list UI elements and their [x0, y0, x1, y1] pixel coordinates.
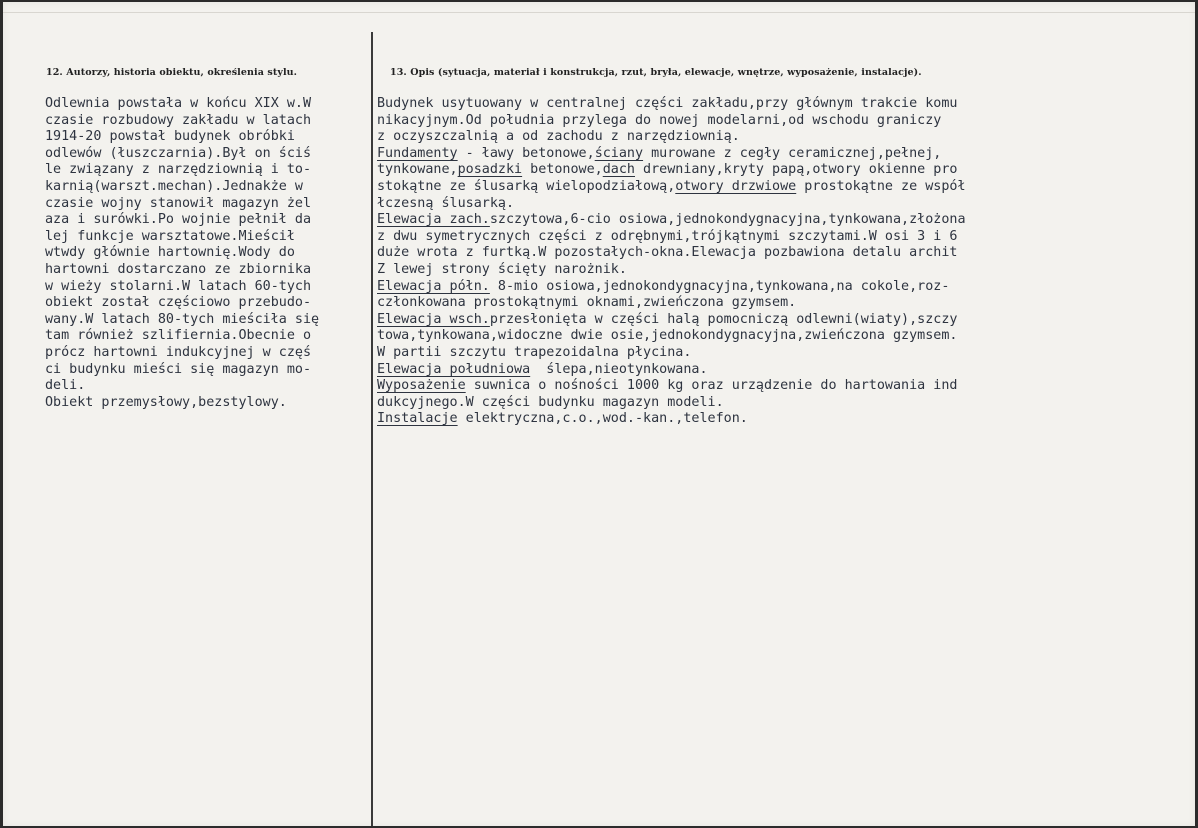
- description-line: [377, 129, 966, 146]
- underlined-term: otwory drzwiowe: [675, 178, 797, 194]
- underlined-term: Elewacja południowa: [377, 361, 531, 377]
- underlined-term: Fundamenty: [377, 145, 458, 161]
- description-line: [377, 328, 966, 345]
- history-line: czasie wojny stanowił magazyn żel: [45, 195, 312, 211]
- description-segment: stokątne ze ślusarką wielopodziałową,: [377, 178, 676, 194]
- history-line: Obiekt przemysłowy,bezstylowy.: [45, 394, 287, 410]
- description-line: [377, 162, 966, 179]
- description-segment: betonowe,: [522, 162, 603, 178]
- underlined-term: Elewacja półn.: [377, 278, 490, 294]
- description-line: [377, 295, 966, 312]
- description-line: [377, 146, 966, 163]
- history-line: ci budynku mieści się magazyn mo-: [45, 361, 312, 377]
- underlined-term: Elewacja wsch.: [377, 311, 490, 327]
- history-line: aza i surówki.Po wojnie pełnił da: [45, 212, 312, 228]
- description-segment: łczesną ślusarką.: [377, 195, 515, 211]
- description-segment: z dwu symetrycznych części z odrębnymi,trójkątnymi szczytami.W osi 3 i 6: [377, 228, 958, 244]
- history-line: le związany z narzędziownią i to-: [45, 162, 312, 178]
- history-line: obiekt został częściowo przebudo-: [45, 295, 312, 311]
- history-line: karnią(warszt.mechan).Jednakże w: [45, 178, 303, 194]
- history-line: Odlewnia powstała w końcu XIX w.W: [45, 96, 312, 111]
- history-line: czasie rozbudowy zakładu w latach: [45, 112, 312, 128]
- underlined-term: posadzki: [457, 162, 523, 178]
- history-line: wtwdy głównie hartownię.Wody do: [45, 245, 295, 261]
- underlined-term: dach: [602, 162, 635, 178]
- description-segment: przesłonięta w części halą pomocniczą odlewni(wiaty),szczy: [489, 311, 958, 327]
- underlined-term: Instalacje: [377, 411, 458, 427]
- underlined-term: ściany: [594, 145, 644, 161]
- history-line: prócz hartowni indukcyjnej w częś: [45, 344, 312, 360]
- description-segment: dukcyjnego.W części budynku magazyn modeli.: [377, 394, 724, 410]
- description-segment: towa,tynkowana,widoczne dwie osie,jednokondygnacyjna,zwieńczona gzymsem.: [377, 328, 958, 344]
- description-line: [377, 262, 966, 279]
- description-segment: prostokątne ze współ: [796, 178, 966, 194]
- description-segment: duże wrota z furtką.W pozostałych-okna.Elewacja pozbawiona detalu archit: [377, 245, 958, 261]
- column-divider: [371, 32, 373, 826]
- top-rule: [3, 12, 1195, 13]
- description-line: [377, 229, 966, 246]
- description-segment: ślepa,nieotynkowana.: [530, 361, 708, 377]
- section-12-heading: 12. Autorzy, historia obiektu, określenia stylu.: [46, 67, 298, 78]
- description-line: [377, 312, 966, 329]
- description-line: [377, 279, 966, 296]
- description-segment: z oczyszczalnią a od zachodu z narzędziownią.: [377, 129, 740, 145]
- history-line: odlewów (łuszczarnia).Był on ściś: [45, 145, 312, 161]
- history-text: [45, 96, 319, 411]
- description-segment: szczytowa,6-cio osiowa,jednokondygnacyjna,tynkowana,złożona: [489, 212, 966, 228]
- history-line: lej funkcje warsztatowe.Mieścił: [45, 228, 295, 244]
- underlined-term: Elewacja zach.: [377, 212, 490, 228]
- description-segment: suwnica o nośności 1000 kg oraz urządzenie do hartowania ind: [465, 378, 958, 394]
- history-line: tam również szlifiernia.Obecnie o: [45, 328, 312, 344]
- description-segment: W partii szczytu trapezoidalna płycina.: [377, 344, 692, 360]
- description-segment: nikacyjnym.Od południa przylega do nowej modelarni,od wschodu graniczy: [377, 112, 942, 128]
- history-line: w wieży stolarni.W latach 60-tych: [45, 278, 312, 294]
- underlined-term: Wyposażenie: [377, 378, 466, 394]
- description-line: [377, 113, 966, 130]
- description-segment: elektryczna,c.o.,wod.-kan.,telefon.: [457, 411, 748, 427]
- section-13-heading: 13. Opis (sytuacja, materiał i konstrukcja, rzut, bryła, elewacje, wnętrze, wyposażenie, instalacje).: [390, 67, 922, 78]
- description-text: [377, 96, 966, 428]
- history-line: wany.W latach 80-tych mieściła się: [45, 311, 320, 327]
- description-segment: murowane z cegły ceramicznej,pełnej,: [643, 145, 942, 161]
- description-segment: Z lewej strony ścięty narożnik.: [377, 261, 627, 277]
- history-line: 1914-20 powstał budynek obróbki: [45, 129, 295, 145]
- description-line: [377, 395, 966, 412]
- history-line: deli.: [45, 378, 86, 394]
- description-line: [377, 345, 966, 362]
- history-line: hartowni dostarczano ze zbiornika: [45, 261, 312, 277]
- description-line: [377, 179, 966, 196]
- description-line: [377, 245, 966, 262]
- description-line: [377, 96, 966, 113]
- description-segment: drewniany,kryty papą,otwory okienne pro: [635, 162, 958, 178]
- description-line: [377, 362, 966, 379]
- description-line: [377, 196, 966, 213]
- description-segment: członkowana prostokątnymi oknami,zwieńczona gzymsem.: [377, 295, 797, 311]
- description-line: [377, 378, 966, 395]
- description-line: [377, 212, 966, 229]
- description-segment: 8-mio osiowa,jednokondygnacyjna,tynkowana,na cokole,roz-: [489, 278, 950, 294]
- description-segment: tynkowane,: [377, 162, 458, 178]
- description-segment: Budynek usytuowany w centralnej części zakładu,przy głównym trakcie komu: [377, 96, 958, 111]
- description-segment: - ławy betonowe,: [457, 145, 595, 161]
- description-line: [377, 411, 966, 428]
